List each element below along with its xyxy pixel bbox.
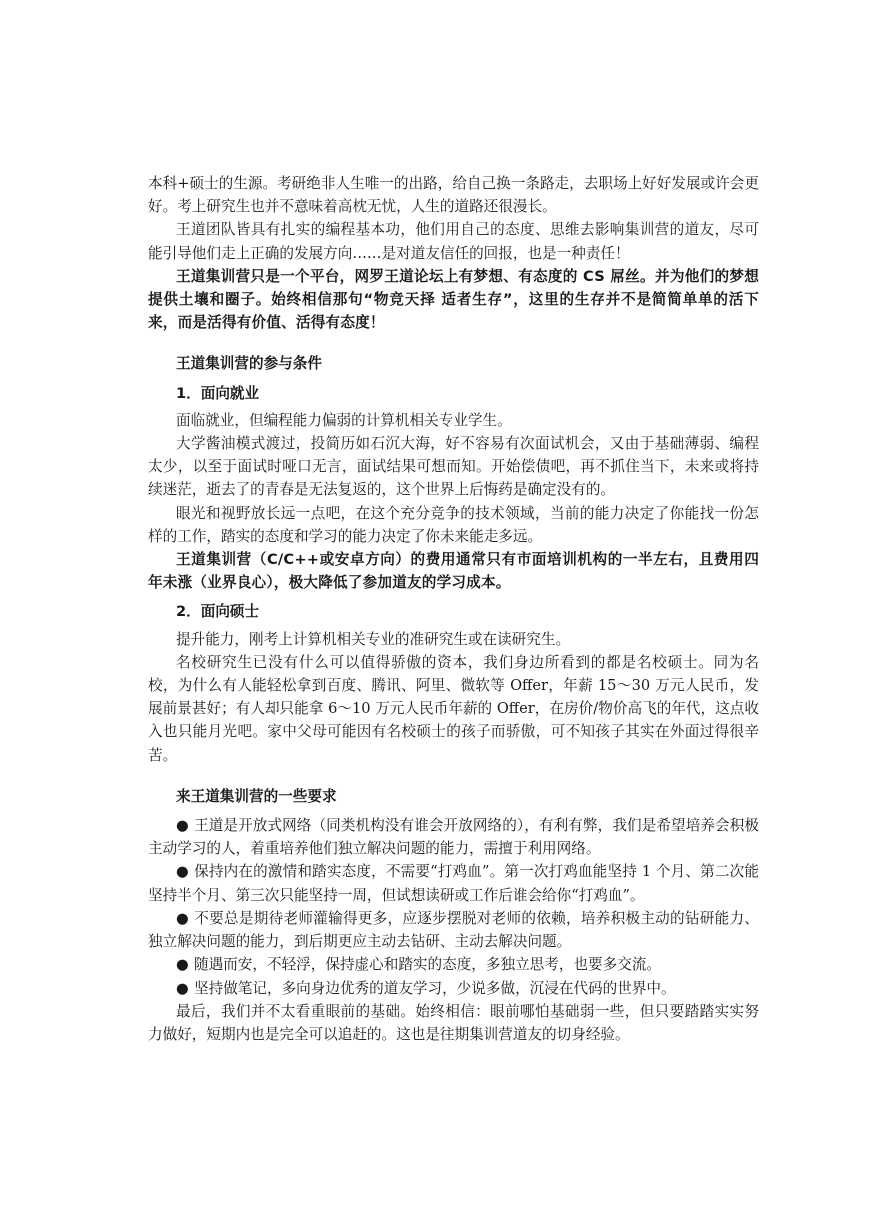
section-title-requirements: 来王道集训营的一些要求 — [176, 787, 337, 805]
paragraph-closing: 最后，我们并不太看重眼前的基础。始终相信：眼前哪怕基础弱一些，但只要踏踏实实努力做好，短期内也是完全可以追赶的。这也是往期集训营道友的切身经验。 — [148, 1002, 759, 1043]
bullet-item — [148, 860, 759, 906]
bullet-icon: ● — [176, 817, 189, 835]
bullet-icon: ● — [176, 863, 189, 881]
bullet-text: 保持内在的激情和踏实态度，不需要“打鸡血”。第一次打鸡血能坚持 1 个月、第二次能坚持半个月、第三次只能坚持一周，但试想读研或工作后谁会给你“打鸡血”。 — [148, 863, 759, 904]
bullet-item — [148, 953, 759, 976]
bullet-icon: ● — [176, 979, 189, 997]
bullet-icon: ● — [176, 956, 189, 974]
bullet-item — [148, 814, 759, 860]
paragraph-employment-bold: 王道集训营（C/C++或安卓方向）的费用通常只有市面培训机构的一半左右，且费用四年未涨（业界良心），极大降低了参加道友的学习成本。 — [148, 551, 759, 592]
bullet-item — [148, 977, 759, 1000]
paragraph-employment-1: 面临就业，但编程能力偏弱的计算机相关专业学生。 — [176, 411, 512, 429]
bullet-icon: ● — [176, 909, 189, 927]
paragraph-team: 王道团队皆具有扎实的编程基本功，他们用自己的态度、思维去影响集训营的道友，尽可能引导他们走上正确的发展方向……是对道友信任的回报，也是一种责任！ — [148, 221, 759, 262]
bullet-text: 坚持做笔记，多向身边优秀的道友学习，少说多做，沉浸在代码的世界中。 — [194, 979, 676, 997]
subheading-masters: 2．面向硕士 — [176, 603, 260, 621]
paragraph-masters-2: 名校研究生已没有什么可以值得骄傲的资本，我们身边所看到的都是名校硕士。同为名校，为什么有人能轻松拿到百度、腾讯、阿里、微软等 Offer，年薪 15～30 万元人民币，发展前景甚好；有人却只能拿 6～10 万元人民币年薪的 Offer，在房价/物价高飞的年代，这点收入也只能月光吧。家中父母可能因有名校硕士的孩子而骄傲，可不知孩子其实在外面过得很辛苦。 — [148, 653, 759, 764]
subheading-employment: 1．面向就业 — [176, 384, 260, 402]
paragraph-intro-continuation: 本科+硕士的生源。考研绝非人生唯一的出路，给自己换一条路走，去职场上好好发展或许会更好。考上研究生也并不意味着高枕无忧，人生的道路还很漫长。 — [148, 175, 759, 216]
paragraph-masters-1: 提升能力，刚考上计算机相关专业的准研究生或在读研究生。 — [176, 630, 571, 648]
bullet-text: 随遇而安，不轻浮，保持虚心和踏实的态度，多独立思考，也要多交流。 — [194, 956, 662, 974]
bullet-item — [148, 907, 759, 953]
paragraph-bold-statement: 王道集训营只是一个平台，网罗王道论坛上有梦想、有态度的 CS 屌丝。并为他们的梦想提供土壤和圈子。始终相信那句“物竞天择 适者生存”，这里的生存并不是简简单单的活下来，而是活得有价值、活得有态度！ — [148, 267, 759, 332]
bullet-text: 不要总是期待老师灌输得更多，应逐步摆脱对老师的依赖，培养积极主动的钻研能力、独立解决问题的能力，到后期更应主动去钻研、主动去解决问题。 — [148, 909, 759, 951]
section-title-conditions: 王道集训营的参与条件 — [176, 355, 322, 373]
paragraph-employment-2: 大学酱油模式渡过，投简历如石沉大海，好不容易有次面试机会，又由于基础薄弱、编程太少，以至于面试时哑口无言，面试结果可想而知。开始偿债吧，再不抓住当下，未来或将持续迷茫，逝去了的青春是无法复返的，这个世界上后悔药是确定没有的。 — [148, 435, 759, 499]
bullet-text: 王道是开放式网络（同类机构没有谁会开放网络的），有利有弊，我们是希望培养会积极主动学习的人，着重培养他们独立解决问题的能力，需擅于利用网络。 — [148, 817, 759, 858]
paragraph-employment-3: 眼光和视野放长远一点吧，在这个充分竞争的技术领域，当前的能力决定了你能找一份怎样的工作，踏实的态度和学习的能力决定了你未来能走多远。 — [148, 504, 759, 545]
